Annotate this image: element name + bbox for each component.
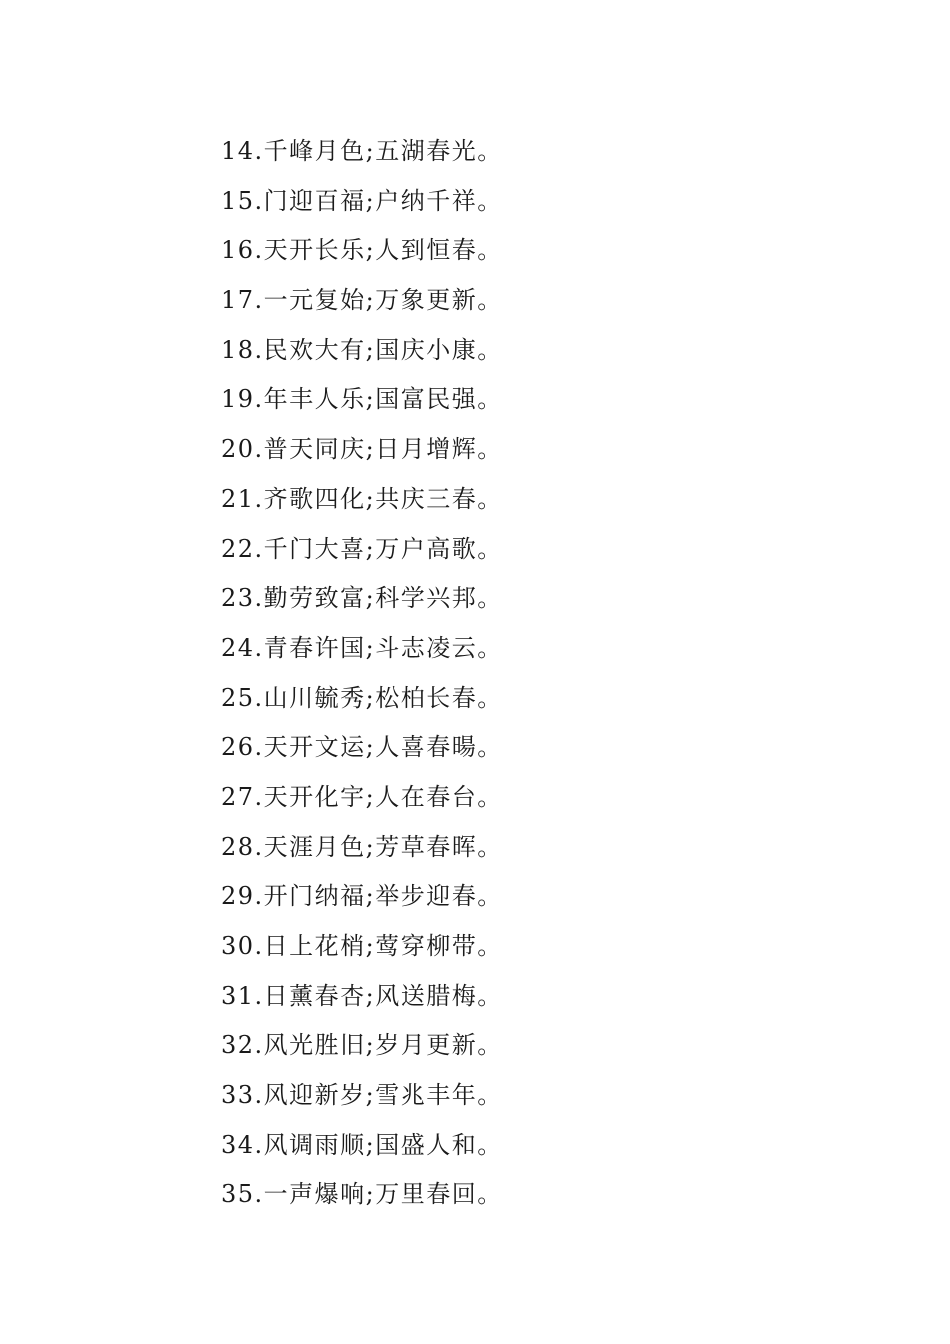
couplet-line-22: 22.千门大喜;万户高歌。 xyxy=(221,534,503,563)
couplet-line-26: 26.天开文运;人喜春暘。 xyxy=(221,733,503,762)
couplet-line-34: 34.风调雨顺;国盛人和。 xyxy=(221,1130,503,1159)
couplet-line-20: 20.普天同庆;日月增辉。 xyxy=(221,435,503,464)
couplet-line-31: 31.日薰春杏;风送腊梅。 xyxy=(221,981,503,1010)
couplet-line-33: 33.风迎新岁;雪兆丰年。 xyxy=(221,1081,503,1110)
couplet-line-15: 15.门迎百福;户纳千祥。 xyxy=(221,186,503,215)
couplet-line-27: 27.天开化宇;人在春台。 xyxy=(221,782,503,811)
couplet-line-28: 28.天涯月色;芳草春晖。 xyxy=(221,832,503,861)
couplet-line-17: 17.一元复始;万象更新。 xyxy=(221,286,503,315)
couplet-line-24: 24.青春许国;斗志凌云。 xyxy=(221,633,503,662)
couplet-line-21: 21.齐歌四化;共庆三春。 xyxy=(221,484,503,513)
couplet-line-23: 23.勤劳致富;科学兴邦。 xyxy=(221,584,503,613)
couplet-line-30: 30.日上花梢;莺穿柳带。 xyxy=(221,932,503,960)
couplet-line-25: 25.山川毓秀;松柏长春。 xyxy=(221,683,503,712)
couplet-list xyxy=(221,131,503,1224)
couplet-line-35: 35.一声爆响;万里春回。 xyxy=(221,1180,503,1209)
couplet-line-19: 19.年丰人乐;国富民强。 xyxy=(221,385,503,414)
couplet-line-32: 32.风光胜旧;岁月更新。 xyxy=(221,1031,503,1060)
couplet-line-29: 29.开门纳福;举步迎春。 xyxy=(221,882,503,911)
couplet-line-16: 16.天开长乐;人到恒春。 xyxy=(221,236,503,265)
couplet-line-14: 14.千峰月色;五湖春光。 xyxy=(221,137,503,165)
couplet-line-18: 18.民欢大有;国庆小康。 xyxy=(221,335,503,364)
